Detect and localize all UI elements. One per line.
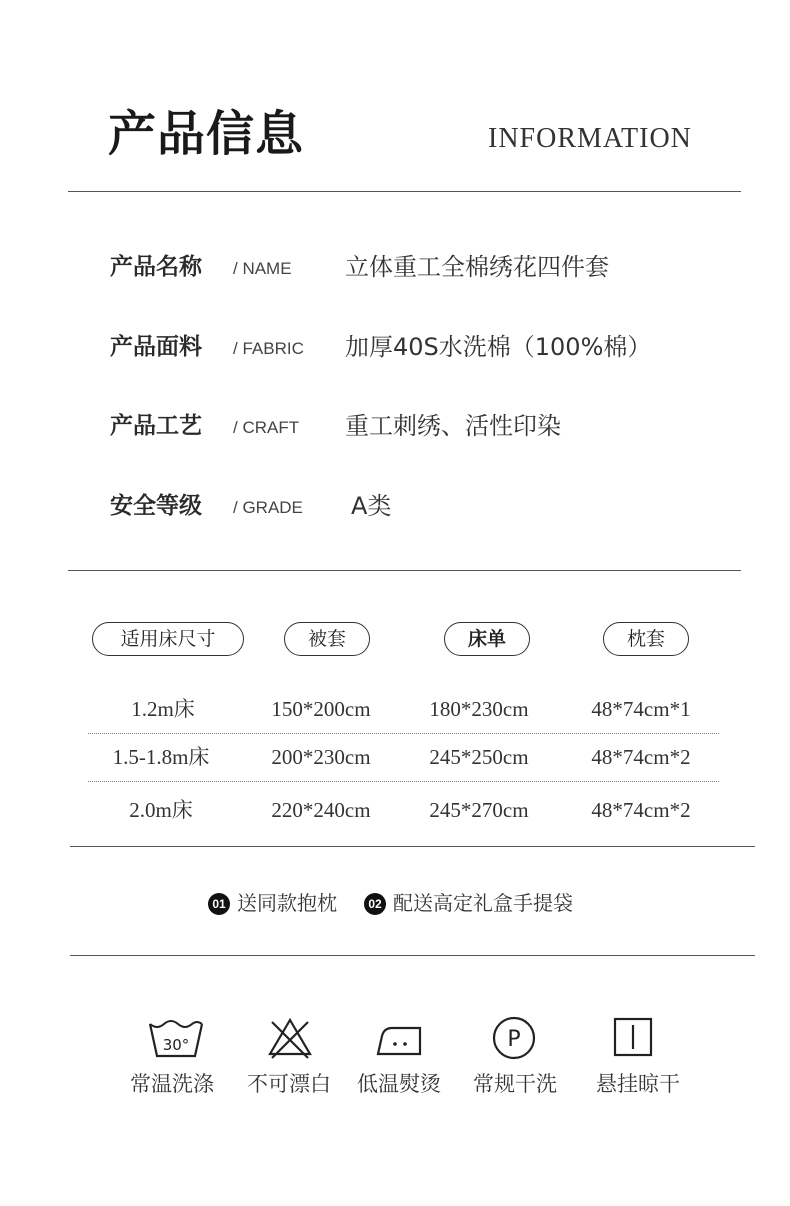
info-label-fabric: 产品面料 — [110, 334, 202, 360]
care-label-wash: 常温洗涤 — [130, 1072, 214, 1096]
wash-30-icon — [146, 1014, 206, 1062]
divider — [68, 570, 741, 571]
divider — [70, 955, 755, 956]
info-value-name: 立体重工全棉绣花四件套 — [345, 253, 609, 281]
info-label-craft: 产品工艺 — [110, 413, 202, 439]
info-value-grade: A类 — [351, 492, 392, 520]
low-iron-icon — [370, 1014, 430, 1062]
wash-temp-label: 30° — [162, 1036, 190, 1054]
info-label-en-name: / NAME — [233, 259, 292, 278]
info-label-name: 产品名称 — [110, 254, 202, 280]
extra-item-pillow — [208, 889, 337, 917]
number-badge: 01 — [208, 893, 230, 915]
extra-text: 送同款抱枕 — [237, 891, 337, 915]
info-value-craft: 重工刺绣、活性印染 — [345, 412, 561, 440]
info-label-en-craft: / CRAFT — [233, 418, 300, 437]
table-cell: 245*250cm — [429, 745, 529, 769]
page-title: 产品信息 — [108, 106, 305, 162]
no-bleach-icon — [260, 1014, 320, 1062]
table-cell: 48*74cm*2 — [591, 745, 691, 769]
table-cell: 245*270cm — [429, 798, 529, 822]
table-cell: 150*200cm — [271, 697, 371, 721]
divider — [68, 191, 741, 192]
table-header-duvet-cover: 被套 — [284, 622, 370, 656]
care-label-dry-clean: 常规干洗 — [473, 1072, 557, 1096]
table-cell: 48*74cm*2 — [591, 798, 691, 822]
table-cell: 1.2m床 — [131, 697, 195, 721]
care-label-no-bleach: 不可漂白 — [247, 1072, 331, 1096]
info-label-en-fabric: / FABRIC — [233, 339, 304, 358]
table-header-bed-size: 适用床尺寸 — [92, 622, 244, 656]
table-cell: 180*230cm — [429, 697, 529, 721]
page-title-en: INFORMATION — [488, 123, 692, 154]
info-label-grade: 安全等级 — [110, 493, 202, 519]
table-cell: 220*240cm — [271, 798, 371, 822]
table-cell: 200*230cm — [271, 745, 371, 769]
extra-item-giftbox — [364, 889, 573, 917]
table-cell: 48*74cm*1 — [591, 697, 691, 721]
number-badge: 02 — [364, 893, 386, 915]
care-label-hang-dry: 悬挂晾干 — [596, 1072, 680, 1096]
table-cell: 1.5-1.8m床 — [112, 745, 210, 769]
dry-clean-p-icon — [484, 1014, 544, 1062]
row-divider — [88, 781, 719, 782]
table-header-bed-sheet: 床单 — [444, 622, 530, 656]
extra-text: 配送高定礼盒手提袋 — [393, 891, 573, 915]
table-header-pillowcase: 枕套 — [603, 622, 689, 656]
care-label-iron: 低温熨烫 — [357, 1072, 441, 1096]
dry-clean-symbol: P — [507, 1027, 521, 1052]
info-value-fabric: 加厚40S水洗棉（100%棉） — [345, 333, 652, 361]
divider — [70, 846, 755, 847]
table-cell: 2.0m床 — [129, 798, 193, 822]
info-label-en-grade: / GRADE — [233, 498, 303, 517]
hang-dry-icon — [603, 1014, 663, 1062]
row-divider — [88, 733, 719, 734]
